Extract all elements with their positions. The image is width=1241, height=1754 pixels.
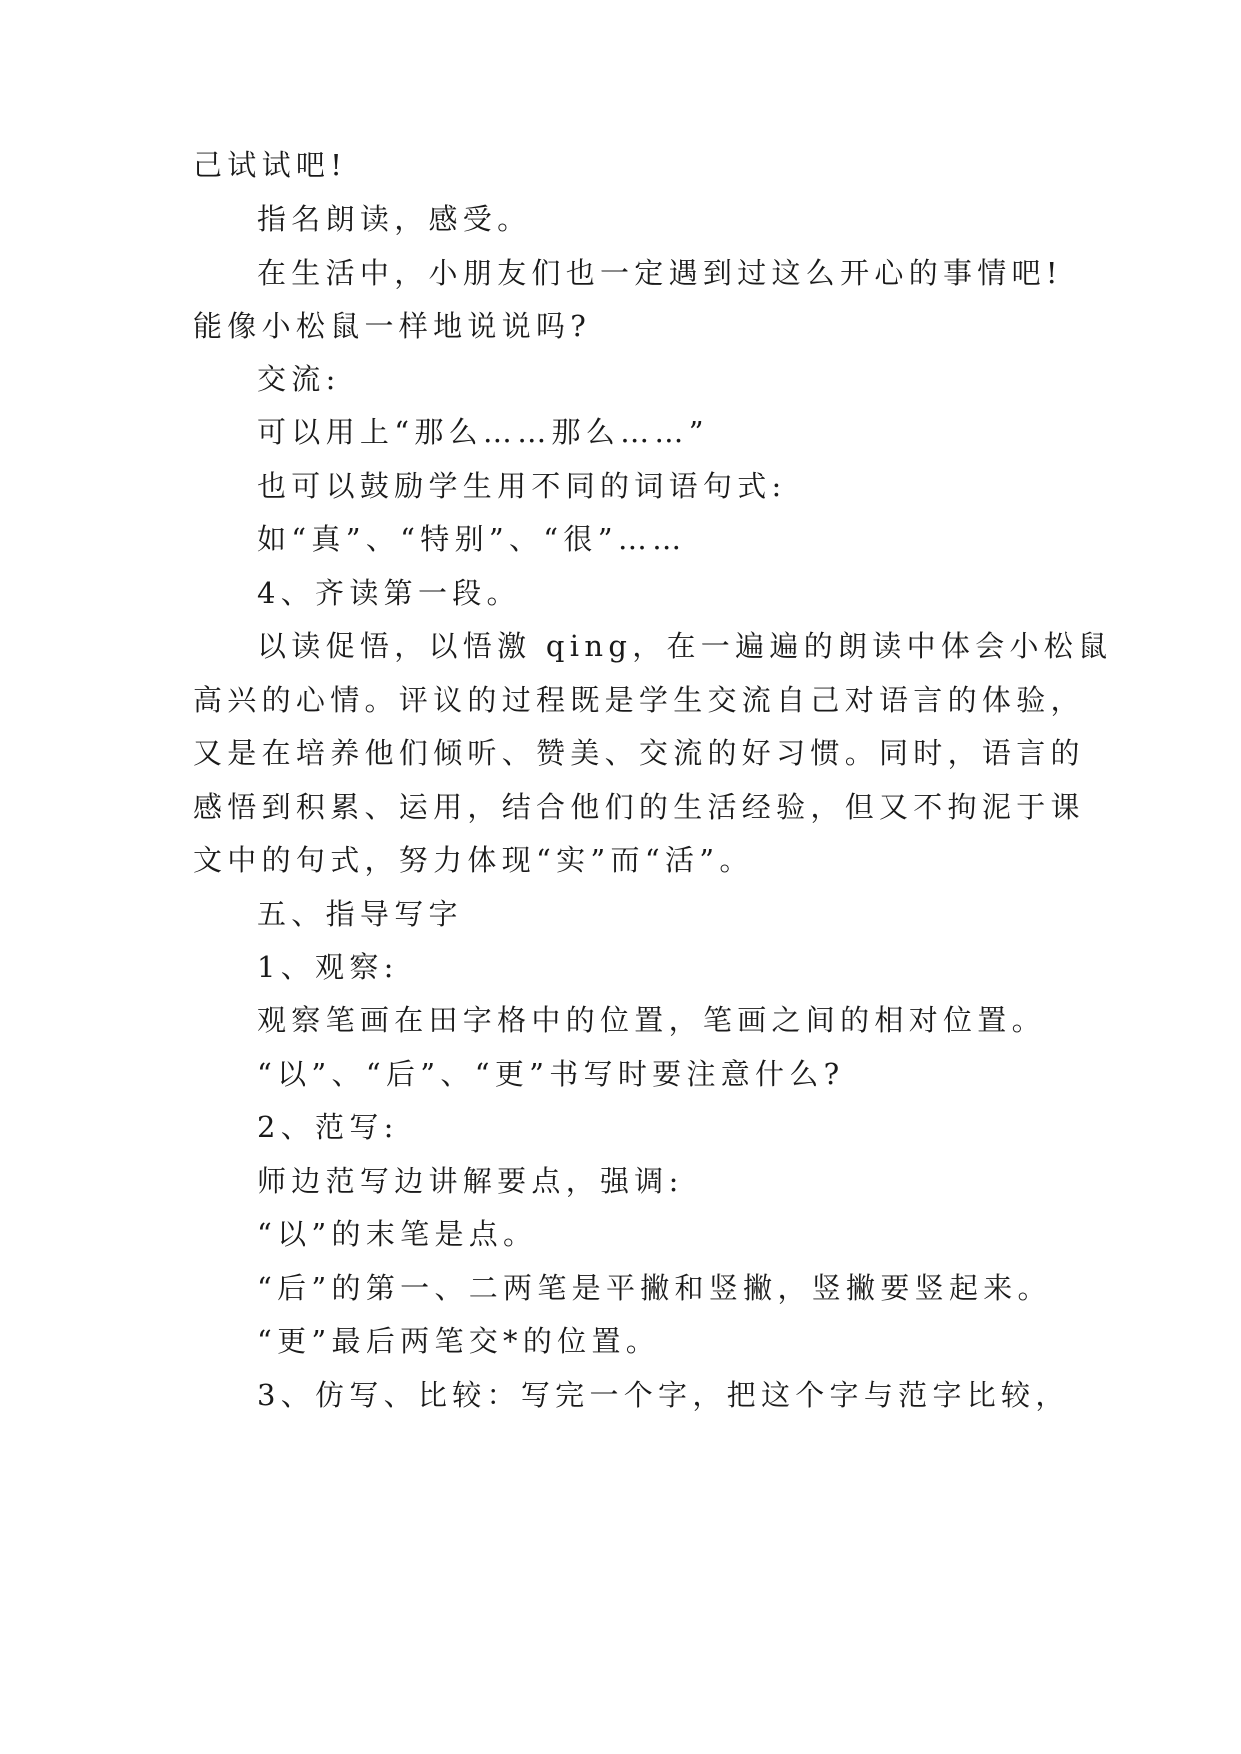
text-line: 高兴的心情。评议的过程既是学生交流自己对语言的体验，: [193, 683, 1085, 717]
text-line: “后”的第一、二两笔是平撇和竖撇，竖撇要竖起来。: [257, 1271, 1052, 1305]
text-line: 4、齐读第一段。: [257, 576, 521, 610]
text-line: 指名朗读，感受。: [257, 202, 532, 236]
text-line: 感悟到积累、运用，结合他们的生活经验，但又不拘泥于课: [193, 790, 1085, 824]
text-line: 己试试吧!: [193, 148, 348, 182]
text-line: 2、范写:: [257, 1110, 399, 1144]
text-line: 也可以鼓励学生用不同的词语句式:: [257, 469, 787, 503]
text-line: 又是在培养他们倾听、赞美、交流的好习惯。同时，语言的: [193, 736, 1085, 770]
text-line: 如“真”、“特别”、“很”……: [257, 522, 687, 556]
text-line: “以”的末笔是点。: [257, 1217, 538, 1251]
section-heading: 五、指导写字: [257, 897, 463, 931]
text-line: 师边范写边讲解要点，强调:: [257, 1164, 684, 1198]
text-line: 能像小松鼠一样地说说吗?: [193, 309, 592, 343]
text-line: 观察笔画在田字格中的位置，笔画之间的相对位置。: [257, 1003, 1046, 1037]
text-line: 1、观察:: [257, 950, 399, 984]
text-line: “更”最后两笔交*的位置。: [257, 1324, 661, 1358]
text-line: 在生活中，小朋友们也一定遇到过这么开心的事情吧!: [257, 256, 1063, 290]
text-line: 文中的句式，努力体现“实”而“活”。: [193, 843, 754, 877]
text-line: 可以用上“那么……那么……”: [257, 415, 709, 449]
text-line: 以读促悟，以悟激 qing，在一遍遍的朗读中体会小松鼠: [257, 629, 1113, 663]
text-line: 交流:: [257, 362, 341, 396]
text-line: “以”、“后”、“更”书写时要注意什么?: [257, 1057, 845, 1091]
text-line: 3、仿写、比较：写完一个字，把这个字与范字比较，: [257, 1378, 1070, 1412]
